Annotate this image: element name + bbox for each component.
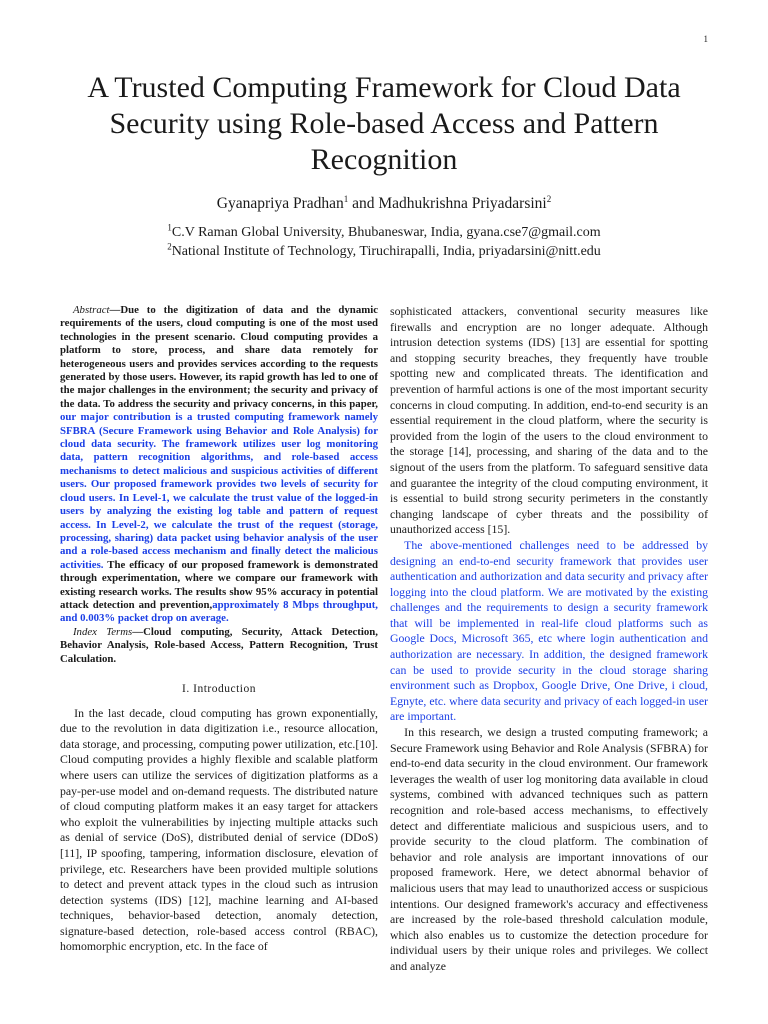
affiliation-text: National Institute of Technology, Tiruchirapalli, India, priyadarsini@nitt.edu bbox=[171, 244, 601, 259]
paper-title: A Trusted Computing Framework for Cloud Data Security using Role-based Access and Pattern Recognition bbox=[87, 71, 681, 176]
index-terms-text: —Cloud computing, Security, Attack Detection, Behavior Analysis, Role-based Access, Pattern Recognition, Trust Calculation. bbox=[60, 625, 378, 665]
affiliation bbox=[0, 243, 768, 261]
body-paragraph: In this research, we design a trusted computing framework; a Secure Framework using Behavior and Role Analysis (SFBRA) for end-to-end data security in the cloud environment. Our framework leverages the wealth of user log monitoring data available in cloud systems, combined with advanced techniques such as pattern recognition and role-based access mechanisms, to effectively detect and differentiate malicious and suspicious users, and to provide security to the cloud platform. The combination of behavior and role analysis are important innovations of our proposed framework. Here, we detect abnormal behavior of malicious users that may lead to unauthorized access or suspicious intentions. Our designed framework's accuracy and effectiveness are increased by the role-based threshold calculation module, which also enables us to customize the detection procedure for individual users by their unique roles and privileges. We collect and analyze bbox=[390, 725, 708, 973]
index-terms bbox=[60, 626, 378, 666]
abstract-text: —Due to the digitization of data and the dynamic requirements of the users, cloud computing is one of the most used technologies in the present scenario. Cloud computing provides a platform to store, process, and share data remotely for heterogeneous users and provides services according to the requests generated by those users. However, its rapid growth has led to one of the major challenges in the environment; the security and privacy of the data. To address the security and privacy concerns, in this paper, bbox=[60, 304, 378, 410]
page-number: 1 bbox=[703, 34, 708, 44]
right-column bbox=[390, 304, 708, 975]
abstract bbox=[60, 304, 378, 626]
affiliation bbox=[0, 224, 768, 242]
index-terms-label: Index Terms bbox=[72, 625, 133, 638]
affiliation-marker: 2 bbox=[167, 241, 172, 252]
section-heading: I. Introduction bbox=[182, 682, 256, 695]
author-conjunction: and bbox=[352, 195, 375, 212]
left-column bbox=[60, 304, 378, 955]
abstract-highlight: approximately 8 Mbps throughput, and 0.003% packet drop on average. bbox=[60, 598, 378, 625]
body-paragraph: In the last decade, cloud computing has grown exponentially, due to the revolution in data digitization i.e., resource allocation, data storage, and processing, computing power utilization, etc.[10]. Cloud computing provides a highly flexible and scalable platform where users can utilize the services of digitization platforms as a pay-per-use model and on-demand requests. The distributed nature of cloud computing platform makes it an easy target for attackers who exploit the vulnerabilities by injecting multiple attacks such as denial of service (DoS), distributed denial of service (DDoS) [11], IP spoofing, tampering, information disclosure, elevation of privilege, etc. Researchers have been provided multiple solutions to detect and prevent attack types in the cloud such as intrusion detection systems (IDS) [12], machine learning and AI-based techniques, behavior-based detection, anomaly detection, signature-based detection, role-based access control (RBAC), homomorphic encryption, etc. In the face of bbox=[60, 705, 378, 954]
affiliation-marker: 2 bbox=[546, 193, 552, 204]
author-name: Gyanapriya Pradhan bbox=[216, 195, 344, 212]
body-paragraph: sophisticated attackers, conventional security measures like firewalls and encryption are no longer adequate. Although intrusion detection systems (IDS) [13] are essential for spotting and stopping security breaches, they frequently have trouble spotting new and complicated threats. The identification and prevention of harmful actions is one of the most important security concerns in cloud computing. In addition, end-to-end security is an essential requirement in the cloud platform, where the security is provided from the login of the users to the cloud environment to the storage [14], processing, and sharing of the data and to the signout of the users from the platform. To safeguard sensitive data and guarantee the integrity of the cloud computing environment, it is essential to build strong security perimeters in the constantly changing landscape of cyber threats and the possibility of unauthorized access [15]. bbox=[390, 304, 708, 537]
author-list bbox=[0, 194, 768, 214]
abstract-highlight: our major contribution is a trusted computing framework namely SFBRA (Secure Framework using Behavior and Role Analysis) for cloud data security. The framework utilizes user log monitoring data, pattern recognition algorithms, and role-based access mechanisms to detect malicious and suspicious activities of different users. Our proposed framework provides two levels of security for cloud users. In Level-1, we calculate the trust value of the logged-in users by analyzing the existing log table and pattern of request access. In Level-2, we calculate the trust of the request (storage, processing, sharing) data packet using behavior analysis of the user and a role-based access mechanism and finally detect the malicious activities. bbox=[60, 411, 378, 571]
abstract-label: Abstract bbox=[72, 304, 110, 316]
abstract-text: The efficacy of our proposed framework is demonstrated through experimentation, where we compare our framework with existing research works. The results show 95% accuracy in potential attack detection and prevention, bbox=[60, 558, 378, 611]
affiliation-marker: 1 bbox=[167, 222, 172, 233]
affiliation-text: C.V Raman Global University, Bhubaneswar, India, gyana.cse7@gmail.com bbox=[171, 225, 601, 240]
affiliation-marker: 1 bbox=[343, 193, 349, 204]
author-name: Madhukrishna Priyadarsini bbox=[378, 195, 547, 212]
body-paragraph-highlight: The above-mentioned challenges need to be addressed by designing an end-to-end security framework that provides user authentication and authorization and data security and privacy after logging into the cloud platform. We are motivated by the existing challenges and the requirements to design a security framework that will be implemented in real-life cloud platforms such as Google Docs, Microsoft 365, etc where login authentication and authorization are necessary. In addition, the designed framework can be used to provide security in the cloud storage sharing environment such as Dropbox, Google Drive, One Drive, i cloud, Egnyte, etc. where data security and privacy of each logged-in user are important. bbox=[390, 537, 708, 724]
